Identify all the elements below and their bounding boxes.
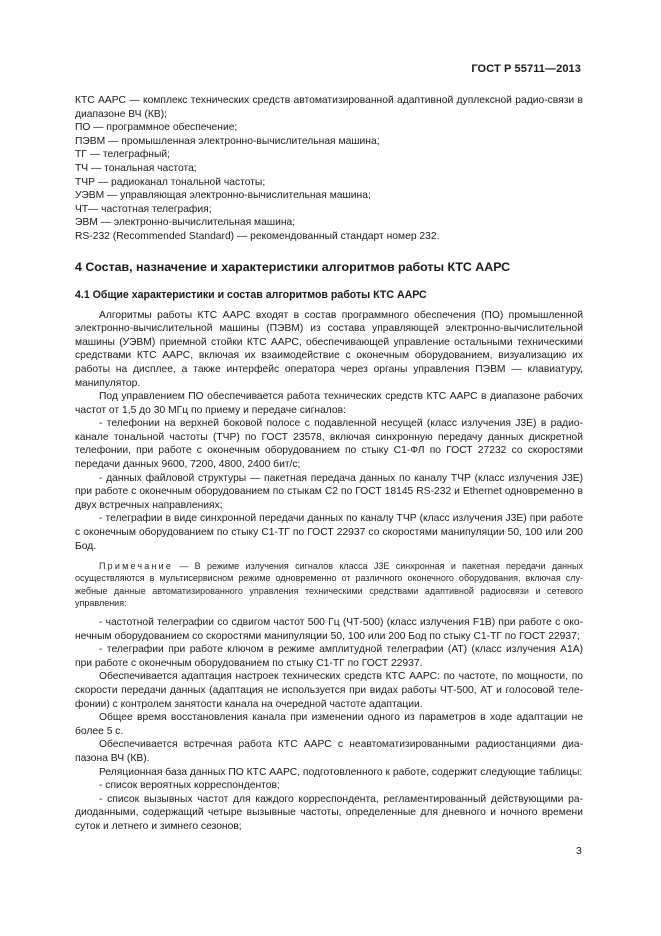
paragraph: Обеспечивается адаптация настроек технических средств КТС ААРС: по частоте, по мощности, по скорости передачи данных (адаптация не используется при видах работы ЧТ-500, АТ и голосовой телефонии) с контролем занятости канала на очередной частоте адаптации. xyxy=(75,671,583,710)
abbreviation-item: УЭВМ — управляющая электронно-вычислительная машина; xyxy=(75,190,371,202)
abbreviation-item: ЧТ— частотная телеграфия; xyxy=(75,203,212,215)
section-title: 4 Состав, назначение и характеристики алгоритмов работы КТС ААРС xyxy=(75,259,511,274)
paragraph: Реляционная база данных ПО КТС ААРС, подготовленного к работе, содержит следующие таблицы: xyxy=(99,766,583,778)
abbreviation-item: ЭВМ — электронно-вычислительная машина; xyxy=(75,217,296,229)
abbreviation-item: ПО — программное обеспечение; xyxy=(75,122,238,134)
list-item: - телефонии на верхней боковой полосе с подавленной несущей (класс излучения J3E) в радиоканале тональной частоты (ТЧР) по ГОСТ 23578, включая синхронную передачу данных дискретной телефонии, при работе с оконечным оборудованием по стыку С1-ФЛ по ГОСТ 27232 со скоростями передачи данных 9600, 7200, 4800, 2400 бит/с; xyxy=(75,418,583,471)
note-label: Примечание xyxy=(99,561,174,572)
page-number: 3 xyxy=(576,845,582,857)
paragraph: Под управлением ПО обеспечивается работа технических средств КТС ААРС в диапазоне рабочих частот от 1,5 до 30 МГц по приему и передаче сигналов: xyxy=(75,391,583,416)
abbreviation-list xyxy=(75,94,583,244)
page-content xyxy=(75,94,583,834)
subsection-title: 4.1 Общие характеристики и состав алгоритмов работы КТС ААРС xyxy=(75,288,427,301)
list-item: - список вызывных частот для каждого корреспондента, регламентированный действующими радиоданными, содержащий четыре вызывные частоты, определенные для дневного и ночного времени суток и летнего и зимнего сезонов; xyxy=(75,793,583,832)
standard-header: ГОСТ Р 55711—2013 xyxy=(471,63,581,75)
paragraph: Обеспечивается встречная работа КТС ААРС с неавтоматизированными радиостанциями диапазона ВЧ (КВ). xyxy=(75,739,583,764)
abbreviation-item: ТЧ — тональная частота; xyxy=(75,162,197,174)
list-item: - частотной телеграфии со сдвигом частот 500 Гц (ЧТ-500) (класс излучения F1B) при работе с оконечным оборудованием со скоростями манипуляции 50, 100 или 200 Бод по стыку С1-ТГ по ГОСТ 22937; xyxy=(75,617,583,642)
abbreviation-item: ПЭВМ — промышленная электронно-вычислительная машина; xyxy=(75,135,380,147)
abbreviation-item: КТС ААРС — комплекс технических средств автоматизированной адаптивной дуплексной радио-связи в диапазоне ВЧ (КВ); xyxy=(75,95,583,120)
abbreviation-item: RS-232 (Recommended Standard) — рекомендованный стандарт номер 232. xyxy=(75,230,440,242)
abbreviation-item: ТЧР — радиоканал тональной частоты; xyxy=(75,176,266,188)
paragraph: Алгоритмы работы КТС ААРС входят в состав программного обеспечения (ПО) промышленной электронно-вычислительной машины (ПЭВМ) из состава управляющей электронно-вычислительной машины (УЭВМ) приемной стойки КТС ААРС, обеспечивающей управление остальными техническими средствами КТС ААРС, включая их взаимодействие с оконечным оборудованием, визуализацию их работы на дисплее, а также интерфейс оператора через органы управления ПЭВМ — клавиатуру, манипулятор. xyxy=(75,309,583,389)
abbreviation-item: ТГ — телеграфный; xyxy=(75,149,170,161)
list-item: - список вероятных корреспондентов; xyxy=(99,780,280,792)
note-text: — В режиме излучения сигналов класса J3E синхронная и пакетная передачи данных осуществляются в мультисервисном режиме одновременно от различного оконечного оборудования, включая служебные данные автоматизированного управления техническими средствами адаптивной радиосвязи и сетевого управления: xyxy=(75,561,583,608)
body-text xyxy=(75,309,583,834)
list-item: - телеграфии в виде синхронной передачи данных по каналу ТЧР (класс излучения J3E) при работе с оконечным оборудованием по стыку С1-ТГ по ГОСТ 22937 со скоростями манипуляции 50, 100 или 200 Бод. xyxy=(75,513,583,552)
list-item: - телеграфии при работе ключом в режиме амплитудной телеграфии (АТ) (класс излучения А1А) при работе с оконечным оборудованием по стыку С1-ТГ по ГОСТ 22937. xyxy=(75,644,583,669)
note-block xyxy=(75,560,583,609)
list-item: - данных файловой структуры — пакетная передача данных по каналу ТЧР (класс излучения J3E) при работе с оконечным оборудованием по стыкам С2 по ГОСТ 18145 RS-232 и Ethernet одновременно в двух встречных направлениях; xyxy=(75,472,583,511)
paragraph: Общее время восстановления канала при изменении одного из параметров в ходе адаптации не более 5 с. xyxy=(75,712,583,737)
